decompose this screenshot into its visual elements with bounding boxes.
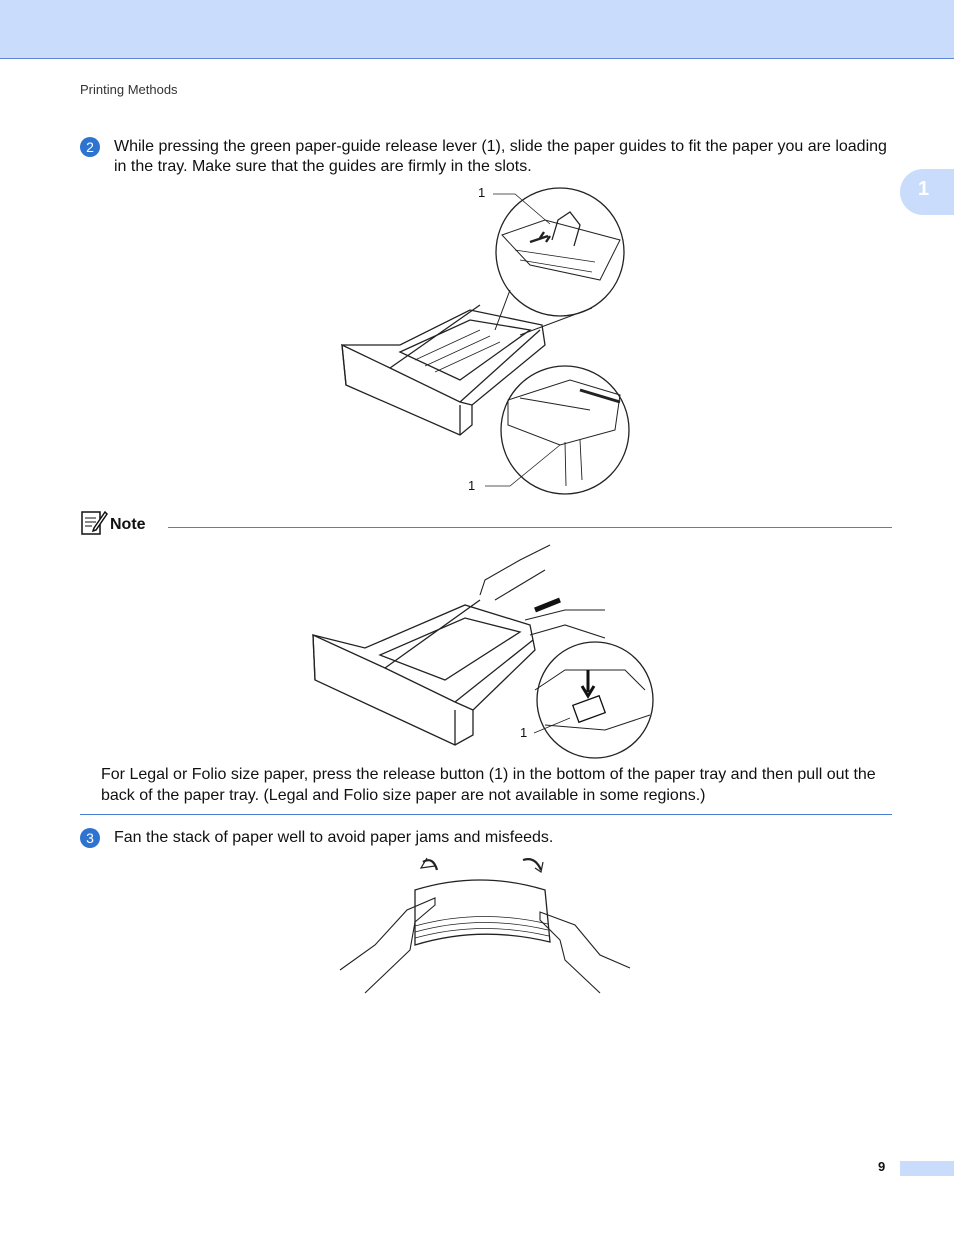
note-rule [168, 527, 892, 528]
fan-paper-illustration [335, 850, 635, 1000]
paper-stack [415, 880, 550, 945]
running-head: Printing Methods [80, 82, 178, 97]
step-3-marker: 3 [80, 828, 100, 848]
note-figure-callout: 1 [520, 725, 528, 740]
tray-outline-2 [313, 605, 535, 745]
zoom-detail-top [496, 188, 624, 316]
page-number-tab [900, 1161, 954, 1176]
note-header [80, 508, 892, 538]
chapter-tab [900, 169, 954, 215]
figure1-callout-top: 1 [478, 185, 486, 200]
note-body-text: For Legal or Folio size paper, press the release button (1) in the bottom of the paper tray and then pull out the back of the paper tray. (Legal and Folio size paper are not available in some regions.) [101, 766, 876, 804]
tray-extension-illustration [305, 540, 665, 760]
paper-tray-guides-illustration [330, 180, 640, 500]
page-number: 9 [878, 1159, 886, 1174]
note-end-rule [80, 814, 892, 815]
step-3-text: Fan the stack of paper well to avoid paper jams and misfeeds. [114, 829, 554, 846]
note-label: Note [110, 516, 146, 533]
step-2-text: While pressing the green paper-guide release lever (1), slide the paper guides to fit the paper you are loading in the tray. Make sure that the guides are firmly in the slots. [114, 138, 887, 175]
figure1-callout-bottom: 1 [468, 478, 476, 493]
top-header-band [0, 0, 954, 59]
pencil-note-icon [80, 508, 108, 536]
step-2-marker: 2 [80, 137, 100, 157]
chapter-number: 1 [918, 178, 930, 200]
